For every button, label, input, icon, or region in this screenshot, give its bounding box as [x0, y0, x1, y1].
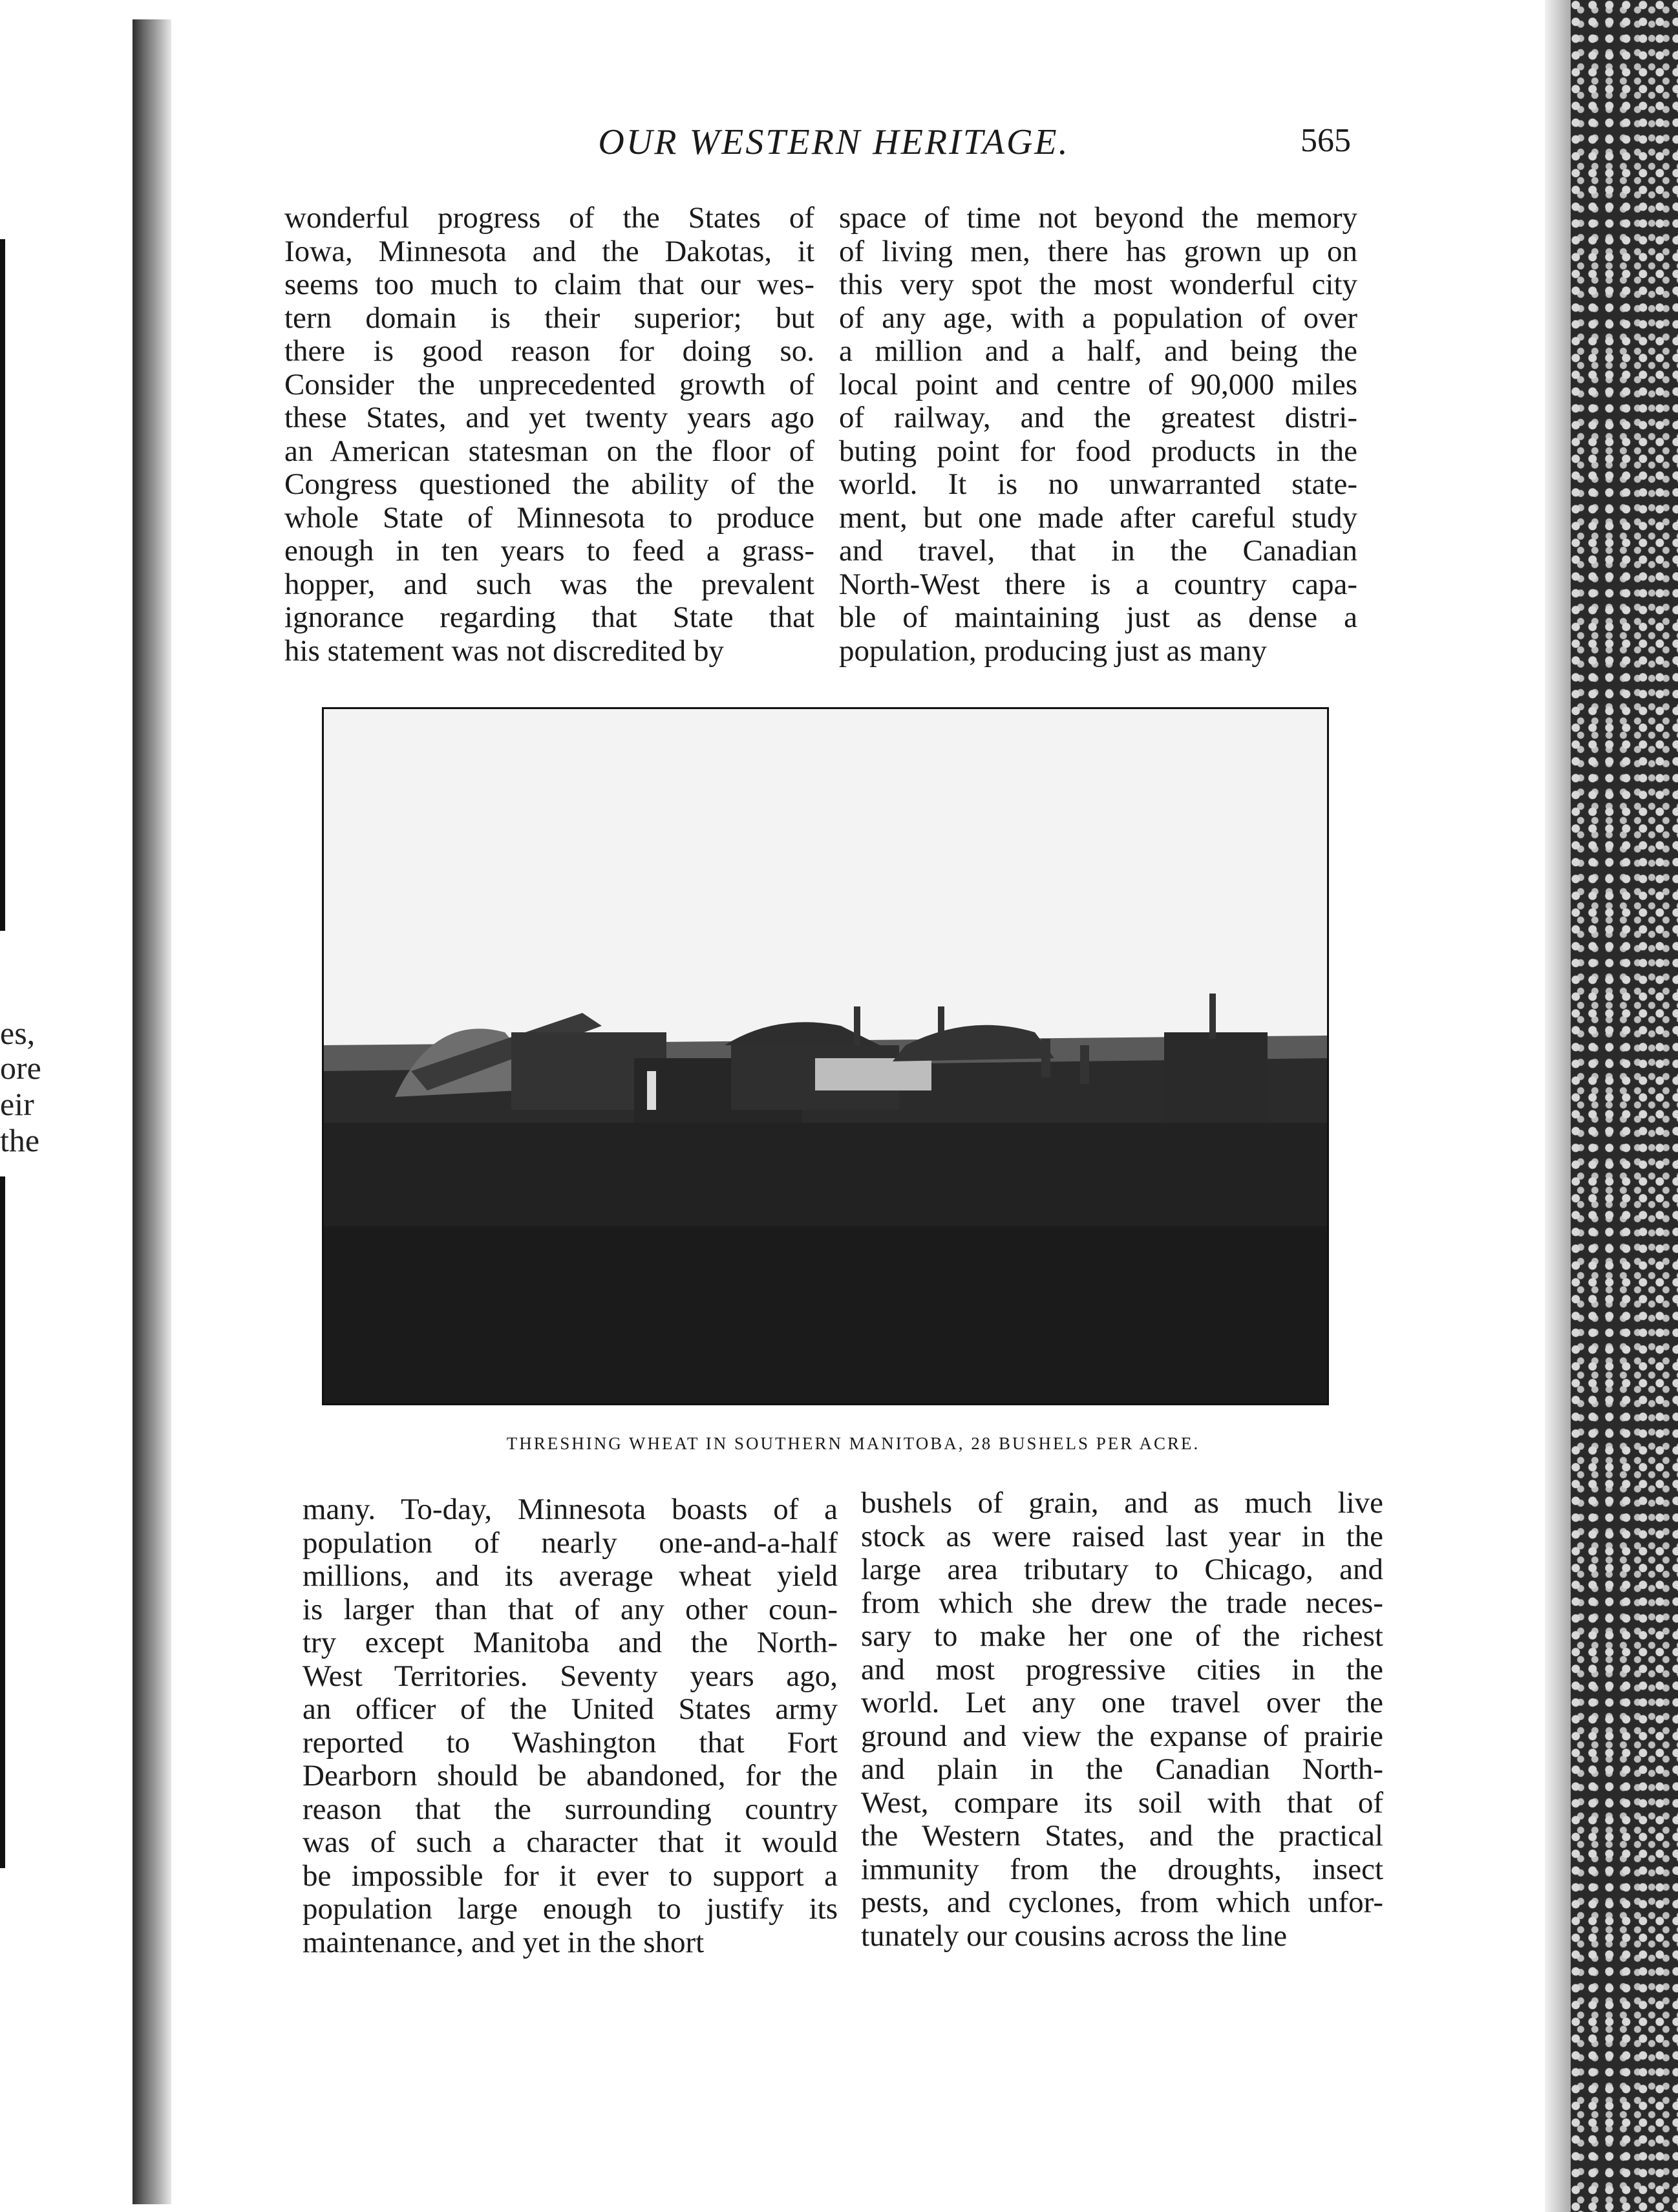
text-line: there is good reason for doing so.	[284, 334, 814, 368]
text-line: space of time not beyond the memory	[839, 201, 1357, 235]
text-line: population of nearly one-and-a-half	[303, 1526, 838, 1560]
text-line: ground and view the expanse of prairie	[861, 1719, 1383, 1753]
text-line: ble of maintaining just as dense a	[839, 601, 1357, 634]
previous-page-fragment: eir	[0, 1086, 34, 1122]
column-top-right	[839, 202, 1357, 668]
text-line: was of such a character that it would	[303, 1825, 838, 1859]
running-title: OUR WESTERN HERITAGE.	[598, 122, 1070, 162]
previous-page-fragment: ore	[0, 1050, 41, 1086]
text-line: West, compare its soil with that of	[861, 1785, 1383, 1820]
text-line: and plain in the Canadian North-	[861, 1752, 1383, 1786]
text-line: an American statesman on the floor of	[284, 434, 814, 468]
text-line: and most progressive cities in the	[861, 1652, 1383, 1686]
text-line: ignorance regarding that State that	[284, 601, 814, 634]
text-line: population large enough to justify its	[303, 1892, 838, 1926]
previous-page-fragment: es,	[0, 1015, 36, 1051]
text-line: of living men, there has grown up on	[839, 234, 1357, 268]
text-line: hopper, and such was the prevalent	[284, 567, 814, 601]
text-line: seems too much to claim that our wes-	[284, 268, 814, 301]
text-line: population, producing just as many	[839, 633, 1267, 668]
text-line: of any age, with a population of over	[839, 301, 1357, 335]
text-line: Consider the unprecedented growth of	[284, 367, 814, 401]
text-line: millions, and its average wheat yield	[303, 1559, 838, 1593]
text-line: tunately our cousins across the line	[861, 1919, 1288, 1953]
text-line: tern domain is their superior; but	[284, 301, 814, 335]
text-line: immunity from the droughts, insect	[861, 1852, 1383, 1886]
previous-page-rule	[0, 239, 5, 931]
text-line: these States, and yet twenty years ago	[284, 401, 814, 434]
text-line: Iowa, Minnesota and the Dakotas, it	[284, 234, 814, 268]
text-line: sary to make her one of the richest	[861, 1619, 1383, 1653]
text-line: an officer of the United States army	[303, 1692, 838, 1726]
text-line: be impossible for it ever to support a	[303, 1858, 838, 1893]
text-line: world. Let any one travel over the	[861, 1686, 1383, 1719]
text-line: enough in ten years to feed a grass-	[284, 534, 814, 568]
patterned-endpaper	[1571, 0, 1678, 2212]
text-line: pests, and cyclones, from which unfor-	[861, 1886, 1383, 1919]
text-line: world. It is no unwarranted state-	[839, 467, 1357, 501]
text-line: maintenance, and yet in the short	[303, 1925, 705, 1959]
text-line: try except Manitoba and the North-	[303, 1626, 838, 1659]
text-line: reason that the surrounding country	[303, 1792, 838, 1826]
text-line: many. To-day, Minnesota boasts of a	[303, 1493, 838, 1526]
text-line: and travel, that in the Canadian	[839, 534, 1357, 568]
text-line: from which she drew the trade neces-	[861, 1586, 1383, 1620]
text-line: his statement was not discredited by	[284, 633, 725, 668]
text-line: is larger than that of any other coun-	[303, 1592, 838, 1626]
text-line: whole State of Minnesota to produce	[284, 500, 814, 535]
text-line: bushels of grain, and as much live	[861, 1486, 1383, 1520]
text-line: of railway, and the greatest distri-	[839, 401, 1357, 434]
book-gutter-shadow	[133, 19, 171, 2204]
column-bottom-left	[303, 1493, 838, 1959]
text-line: ment, but one made after careful study	[839, 500, 1357, 535]
text-line: West Territories. Seventy years ago,	[303, 1659, 838, 1693]
text-line: local point and centre of 90,000 miles	[839, 367, 1357, 401]
previous-page-fragment: the	[0, 1122, 40, 1158]
page-number: 565	[1301, 122, 1351, 159]
column-top-left	[284, 202, 814, 668]
text-line: large area tributary to Chicago, and	[861, 1553, 1383, 1586]
text-line: wonderful progress of the States of	[284, 201, 814, 235]
text-line: Dearborn should be abandoned, for the	[303, 1759, 838, 1792]
figure-caption: THRESHING WHEAT IN SOUTHERN MANITOBA, 28 BUSHELS PER ACRE.	[506, 1434, 1200, 1453]
previous-page-rule	[0, 1176, 5, 1868]
text-line: Congress questioned the ability of the	[284, 467, 814, 501]
text-line: reported to Washington that Fort	[303, 1725, 838, 1760]
text-line: this very spot the most wonderful city	[839, 268, 1357, 301]
text-line: the Western States, and the practical	[861, 1819, 1383, 1853]
text-line: stock as were raised last year in the	[861, 1519, 1383, 1553]
text-line: a million and a half, and being the	[839, 334, 1357, 368]
text-line: North-West there is a country capa-	[839, 567, 1357, 601]
photograph-threshing-wheat	[322, 707, 1329, 1405]
text-line: buting point for food products in the	[839, 434, 1357, 468]
column-bottom-right	[861, 1487, 1383, 1953]
